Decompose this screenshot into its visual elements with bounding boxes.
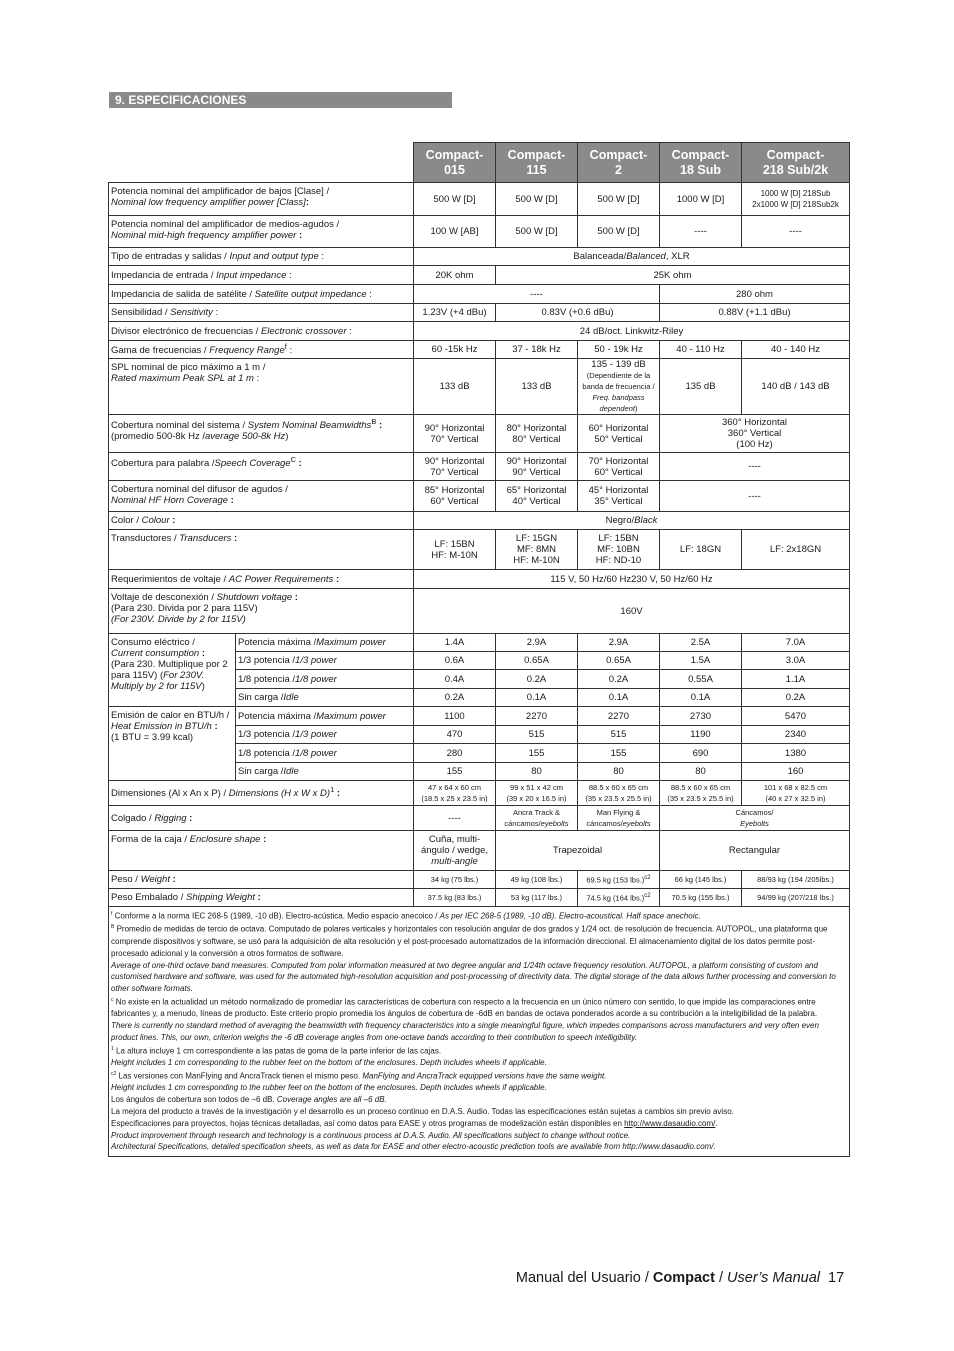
spec-value: 5470 xyxy=(742,707,850,726)
spec-value: 94/99 kg (207/218 lbs.) xyxy=(742,889,850,907)
spec-value: 133 dB xyxy=(496,359,578,415)
spec-value: ---- xyxy=(660,481,850,512)
model-header: Compact- 18 Sub xyxy=(660,143,742,183)
spec-value: 515 xyxy=(578,726,660,744)
spec-value: 360° Horizontal 360° Vertical (100 Hz) xyxy=(660,415,850,453)
spec-value: 1190 xyxy=(660,726,742,744)
spec-value: Balanceada/Balanced, XLR xyxy=(414,248,850,266)
specifications-table xyxy=(108,142,850,1157)
page-footer xyxy=(0,1270,954,1290)
spec-value: 88.5 x 60 x 65 cm (35 x 23.5 x 25.5 in) xyxy=(660,781,742,806)
row-label: Potencia nominal del amplificador de bajos [Clase] / Nominal low frequency amplifier power [Class]: xyxy=(109,183,414,216)
spec-value: 280 ohm xyxy=(660,285,850,304)
spec-value: 90° Horizontal 70° Vertical xyxy=(414,453,496,481)
spec-value: 37.5 kg (83 lbs.) xyxy=(414,889,496,907)
spec-value: 155 xyxy=(578,744,660,763)
spec-value: 160V xyxy=(414,589,850,634)
spec-value: ---- xyxy=(414,806,496,831)
spec-value: ---- xyxy=(660,216,742,248)
sub-label: 1/3 potencia /1/3 power xyxy=(236,652,414,670)
header-row xyxy=(109,143,850,183)
spec-value: 80 xyxy=(660,763,742,781)
table-row xyxy=(109,589,850,634)
sub-label: Potencia máxima /Maximum power xyxy=(236,707,414,726)
spec-value: 53 kg (117 lbs.) xyxy=(496,889,578,907)
model-header: Compact- 115 xyxy=(496,143,578,183)
row-label: Colgado / Rigging : xyxy=(109,806,414,831)
row-label: Dimensiones (Al x An x P) / Dimensions (H x W x D)$^1$ : xyxy=(109,781,414,806)
row-label: Transductores / Transducers : xyxy=(109,530,414,570)
spec-value: 0.2A xyxy=(742,689,850,707)
spec-value: 2.9A xyxy=(578,634,660,652)
spec-value: 115 V, 50 Hz/60 Hz230 V, 50 Hz/60 Hz xyxy=(414,570,850,589)
model-header: Compact- 015 xyxy=(414,143,496,183)
table-row xyxy=(109,341,850,359)
spec-value: 90° Horizontal 70° Vertical xyxy=(414,415,496,453)
row-label: Cobertura para palabra /Speech Coverage$^C$ : xyxy=(109,453,414,481)
spec-value: 66 kg (145 lbs.) xyxy=(660,871,742,889)
spec-value: 1100 xyxy=(414,707,496,726)
spec-value: 45° Horizontal 35° Vertical xyxy=(578,481,660,512)
spec-value: 60° Horizontal 50° Vertical xyxy=(578,415,660,453)
table-row xyxy=(109,781,850,806)
sub-label: Sin carga /Idle xyxy=(236,763,414,781)
spec-value: 88.5 x 60 x 65 cm (35 x 23.5 x 25.5 in) xyxy=(578,781,660,806)
spec-value: 0.55A xyxy=(660,670,742,689)
table-row xyxy=(109,707,850,726)
spec-value: 160 xyxy=(742,763,850,781)
section-title: 9. ESPECIFICACIONES xyxy=(109,92,452,108)
spec-value: 80° Horizontal 80° Vertical xyxy=(496,415,578,453)
spec-value: 0.1A xyxy=(578,689,660,707)
row-label: Cobertura nominal del difusor de agudos / Nominal HF Horn Coverage : xyxy=(109,481,414,512)
spec-value: 70.5 kg (155 lbs.) xyxy=(660,889,742,907)
spec-value: 88/93 kg (194 /205lbs.) xyxy=(742,871,850,889)
row-label: Requerimientos de voltaje / AC Power Requirements : xyxy=(109,570,414,589)
spec-value: 99 x 51 x 42 cm (39 x 20 x 16.5 in) xyxy=(496,781,578,806)
spec-value: Trapezoidal xyxy=(496,831,660,871)
table-row xyxy=(109,889,850,907)
row-label: Consumo eléctrico / Current consumption : (Para 230. Multiplique por 2 para 115V) (For 230V. Multiply by 2 for 115V) xyxy=(109,634,236,707)
spec-value: 280 xyxy=(414,744,496,763)
row-label: Gama de frecuencias / Frequency Range$^f$ : xyxy=(109,341,414,359)
spec-value: 100 W [AB] xyxy=(414,216,496,248)
row-label: Impedancia de entrada / Input impedance : xyxy=(109,266,414,285)
footer-title: Manual del Usuario / Compact / User’s Manual xyxy=(515,1270,820,1286)
spec-value: ---- xyxy=(660,453,850,481)
spec-value: 1.23V (+4 dBu) xyxy=(414,304,496,322)
spec-value: 40 - 110 Hz xyxy=(660,341,742,359)
spec-value: 0.6A xyxy=(414,652,496,670)
spec-value: 49 kg (108 lbs.) xyxy=(496,871,578,889)
table-row xyxy=(109,304,850,322)
spec-value: 40 - 140 Hz xyxy=(742,341,850,359)
spec-value: 0.2A xyxy=(414,689,496,707)
spec-value: 1380 xyxy=(742,744,850,763)
spec-value: 34 kg (75 lbs.) xyxy=(414,871,496,889)
table-row xyxy=(109,285,850,304)
sub-label: Potencia máxima /Maximum power xyxy=(236,634,414,652)
spec-value: 1000 W [D] xyxy=(660,183,742,216)
spec-value: ---- xyxy=(414,285,660,304)
table-row xyxy=(109,871,850,889)
spec-value: 500 W [D] xyxy=(496,183,578,216)
spec-value: Rectangular xyxy=(660,831,850,871)
spec-value: 1.5A xyxy=(660,652,742,670)
spec-value: 1000 W [D] 218Sub 2x1000 W [D] 218Sub2k xyxy=(742,183,850,216)
table-row xyxy=(109,806,850,831)
row-label: Voltaje de desconexión / Shutdown voltage : (Para 230. Divida por 2 para 115V) (For 230V. Divide by 2 for 115V) xyxy=(109,589,414,634)
spec-value: LF: 18GN xyxy=(660,530,742,570)
table-row xyxy=(109,248,850,266)
spec-value: 101 x 68 x 82.5 cm (40 x 27 x 32.5 in) xyxy=(742,781,850,806)
spec-value: Man Flying & cáncamos/eyebolts xyxy=(578,806,660,831)
spec-value: 7.0A xyxy=(742,634,850,652)
row-label: SPL nominal de pico máximo a 1 m / Rated maximum Peak SPL at 1 m : xyxy=(109,359,414,415)
spec-value: 0.2A xyxy=(496,670,578,689)
spec-value: 0.65A xyxy=(578,652,660,670)
table-row xyxy=(109,266,850,285)
row-label: Impedancia de salida de satélite / Satellite output impedance : xyxy=(109,285,414,304)
spec-value: 2.5A xyxy=(660,634,742,652)
table-row xyxy=(109,570,850,589)
row-label: Emisión de calor en BTU/h / Heat Emission in BTU/h : (1 BTU = 3.99 kcal) xyxy=(109,707,236,781)
spec-value: 80 xyxy=(578,763,660,781)
spec-value: Cáncamos/ Eyebolts xyxy=(660,806,850,831)
spec-value: 470 xyxy=(414,726,496,744)
table-row xyxy=(109,415,850,453)
spec-value: 0.2A xyxy=(578,670,660,689)
spec-value: 500 W [D] xyxy=(496,216,578,248)
notes-row xyxy=(109,907,850,1157)
row-label: Sensibilidad / Sensitivity : xyxy=(109,304,414,322)
table-row xyxy=(109,481,850,512)
sub-label: 1/8 potencia /1/8 power xyxy=(236,670,414,689)
spec-value: 2270 xyxy=(496,707,578,726)
spec-value: 0.1A xyxy=(660,689,742,707)
table-row xyxy=(109,831,850,871)
spec-value: 690 xyxy=(660,744,742,763)
table-row xyxy=(109,512,850,530)
model-header: Compact- 2 xyxy=(578,143,660,183)
row-label: Peso / Weight : xyxy=(109,871,414,889)
spec-value: 135 - 139 dB (Dependiente de la banda de frecuencia / Freq. bandpass dependent) xyxy=(578,359,660,415)
spec-value: 2730 xyxy=(660,707,742,726)
row-label: Forma de la caja / Enclosure shape : xyxy=(109,831,414,871)
spec-value: 2.9A xyxy=(496,634,578,652)
spec-value: 0.65A xyxy=(496,652,578,670)
spec-value: 500 W [D] xyxy=(578,216,660,248)
spec-value: 500 W [D] xyxy=(578,183,660,216)
spec-value: 24 dB/oct. Linkwitz-Riley xyxy=(414,322,850,341)
spec-value: 140 dB / 143 dB xyxy=(742,359,850,415)
spec-value: 2340 xyxy=(742,726,850,744)
table-row xyxy=(109,183,850,216)
spec-value: 65° Horizontal 40° Vertical xyxy=(496,481,578,512)
table-row xyxy=(109,216,850,248)
model-header: Compact- 218 Sub/2k xyxy=(742,143,850,183)
page-number: 17 xyxy=(828,1270,845,1286)
spec-value: 85° Horizontal 60° Vertical xyxy=(414,481,496,512)
spec-value: 25K ohm xyxy=(496,266,850,285)
table-row xyxy=(109,359,850,415)
spec-value: 50 - 19k Hz xyxy=(578,341,660,359)
spec-value: 3.0A xyxy=(742,652,850,670)
spec-value: 133 dB xyxy=(414,359,496,415)
row-label: Cobertura nominal del sistema / System Nominal Beamwidths$^B$ : (promedio 500-8k Hz /average 500-8k Hz) xyxy=(109,415,414,453)
spec-value: LF: 15GN MF: 8MN HF: M-10N xyxy=(496,530,578,570)
sub-label: 1/8 potencia /1/8 power xyxy=(236,744,414,763)
spec-value: Cuña, multi- ángulo / wedge, multi-angle xyxy=(414,831,496,871)
website-link[interactable]: http://www.dasaudio.com/ xyxy=(624,1118,716,1128)
table-row xyxy=(109,530,850,570)
spec-value: 155 xyxy=(414,763,496,781)
spec-value: 0.88V (+1.1 dBu) xyxy=(660,304,850,322)
spec-value: 47 x 64 x 60 cm (18.5 x 25 x 23.5 in) xyxy=(414,781,496,806)
sub-label: 1/3 potencia /1/3 power xyxy=(236,726,414,744)
table-row xyxy=(109,634,850,652)
spec-value: 2270 xyxy=(578,707,660,726)
spec-value: 80 xyxy=(496,763,578,781)
row-label: Divisor electrónico de frecuencias / Electronic crossover : xyxy=(109,322,414,341)
footnotes: $^f$ Conforme a la norma IEC 268-5 (1989, -10 dB). Electro-acústica. Medio espacio anecoico / As per IEC 268-5 (1989, -10 dB). Electro-acoustical. Half space anechoic. $^B$ Promedio de medidas de tercio de octava. Computado de polares verticales y horizontales con resolución angular de dos grados y 1/24 oct. de resolución de frecuencia. AUTOPOL, una plataforma que comprende dispositivos y software, se usó para la adquisición de alta resolución y el post-procesado automatizados de la información direccional. El almacenamiento digital de los datos permite post-procesado adicional y la conversión a otros formatos de software. Average of one-third octave band measures. Computed from polar information measured at two degree angular and 1/24th octave frequency resolution. AUTOPOL, a platform consisting of custom and customised hardware and software, was used for the automated high-resolution acquisition and post-processing of directivity data. The digital storage of the data allows further processing and conversion to other software formats. $^c$ No existe en la actualidad un método normalizado de promediar las características de cobertura con respecto a la frecuencia en un único número con sentido, lo que impide las comparaciones entre fabricantes y, a menudo, líneas de producto. Este criterio propio promedia los ángulos de cobertura de -6dB en bandas de octava ponderados acorde a su contribución a la inteligibilidad de la palabra. There is currently no standard method of averaging the beamwidth with frequency characteristics into a single meaningful figure, which impedes comparisons across manufacturers and very often even product lines. This, our own, criterion weighs the -6 dB coverage angles from one-octave bands according to their contribution to speech intelligibility. $^1$ La altura incluye 1 cm correspondiente a las patas de goma de la parte inferior de las cajas. Height includes 1 cm corresponding to the rubber feet on the bottom of the enclosures. Depth includes wheels if applicable. $^{c2}$ Las versiones con ManFlying and AncraTrack tienen el mismo peso. ManFlying and AncraTrack equipped versions have the same weight. Height includes 1 cm corresponding to the rubber feet on the bottom of the enclosures. Depth includes wheels if applicable. Los ángulos de cobertura son todos de –6 dB. Coverage angles are all –6 dB. La mejora del producto a través de la investigación y el desarrollo es un proceso continuo en D.A.S. Audio. Todas las especificaciones están sujetas a cambios sin previo aviso. Especificaciones para proyectos, hojas técnicas detalladas, así como datos para EASE y otros programas de modelización están disponibles en http://www.dasaudio.com/. Product improvement through research and technology is a continuous process at D.A.S. Audio. All specifications subject to change without notice. Architectural Specifications, detailed specification sheets, as well as data for EASE and other electro-acoustic prediction tools are available from http://www.dasaudio.com/. xyxy=(109,907,850,1157)
spec-value: 1.1A xyxy=(742,670,850,689)
spec-value: 90° Horizontal 90° Vertical xyxy=(496,453,578,481)
spec-value: LF: 15BN HF: M-10N xyxy=(414,530,496,570)
spec-value: 0.1A xyxy=(496,689,578,707)
spec-value: 20K ohm xyxy=(414,266,496,285)
spec-value: 135 dB xyxy=(660,359,742,415)
table-row xyxy=(109,453,850,481)
sub-label: Sin carga /Idle xyxy=(236,689,414,707)
spec-value: 515 xyxy=(496,726,578,744)
spec-value: LF: 2x18GN xyxy=(742,530,850,570)
spec-value: Negro/Black xyxy=(414,512,850,530)
spec-value: 60 -15k Hz xyxy=(414,341,496,359)
table-row xyxy=(109,322,850,341)
spec-value: 37 - 18k Hz xyxy=(496,341,578,359)
row-label: Tipo de entradas y salidas / Input and output type : xyxy=(109,248,414,266)
spec-value: Ancra Track & cáncamos/eyebolts xyxy=(496,806,578,831)
row-label: Potencia nominal del amplificador de medios-agudos / Nominal mid-high frequency amplifier power : xyxy=(109,216,414,248)
spec-value: 69.5 kg (153 lbs.)$^{c2}$ xyxy=(578,871,660,889)
spec-value: 0.83V (+0.6 dBu) xyxy=(496,304,660,322)
spec-value: 74.5 kg (164 lbs.)$^{c2}$ xyxy=(578,889,660,907)
spec-value: 0.4A xyxy=(414,670,496,689)
spec-value: 70° Horizontal 60° Vertical xyxy=(578,453,660,481)
spec-value: 1.4A xyxy=(414,634,496,652)
spec-value: ---- xyxy=(742,216,850,248)
row-label: Color / Colour : xyxy=(109,512,414,530)
row-label: Peso Embalado / Shipping Weight : xyxy=(109,889,414,907)
spec-value: 500 W [D] xyxy=(414,183,496,216)
spec-value: 155 xyxy=(496,744,578,763)
spec-value: LF: 15BN MF: 10BN HF: ND-10 xyxy=(578,530,660,570)
